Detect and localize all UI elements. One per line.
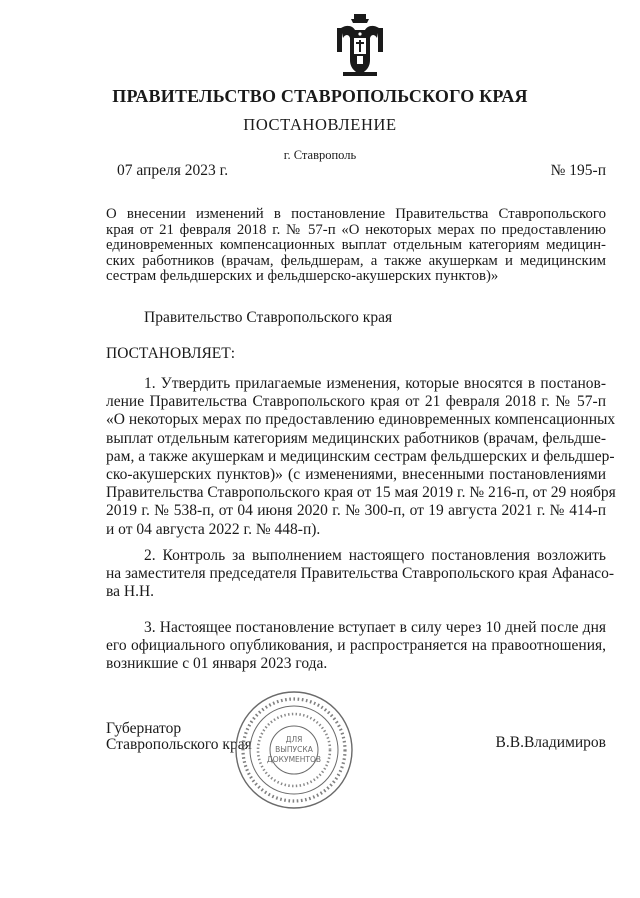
decree-word: ПОСТАНОВЛЯЕТ: [106, 345, 236, 362]
coat-of-arms-emblem [337, 14, 383, 78]
issuer-name: Правительство Ставропольского края [144, 309, 393, 326]
paragraph-line: выплат отдельным категориям медицинских работников (врачам, фельдше- [106, 429, 606, 447]
subject-line: ских работников (врачам, фельдшерам, а также акушеркам и медицинским [106, 252, 606, 269]
paragraph-line: 3. Настоящее постановление вступает в силу через 10 дней после дня [144, 619, 606, 636]
document-number: № 195-п [550, 162, 606, 179]
stamp-center-line: ДЛЯ [285, 735, 303, 744]
paragraph-1 [106, 375, 616, 539]
paragraph-line: Правительства Ставропольского края от 15 мая 2019 г. № 216-п, от 29 ноября [106, 484, 616, 502]
stamp-center-line: ДОКУМЕНТОВ [266, 755, 322, 764]
subject-line: сестрам фельдшерских и фельдшерско-акушерских пунктов)» [106, 268, 499, 284]
paragraph-line: ско-акушерских пунктов)» (с изменениями, внесенными постановлениями [106, 466, 606, 484]
paragraph-line: ва Н.Н. [106, 583, 155, 601]
signatory-name: В.В.Владимиров [495, 734, 606, 751]
paragraph-2 [106, 547, 615, 602]
document-date: 07 апреля 2023 г. [117, 162, 229, 179]
paragraph-line: 1. Утвердить прилагаемые изменения, которые вносятся в постанов- [144, 375, 606, 392]
paragraph-line: рам, а также акушеркам и медицинским сестрам фельдшерских и фельдшер- [106, 447, 615, 465]
paragraph-line: «О некоторых мерах по предоставлению единовременных компенсационных [106, 411, 616, 429]
paragraph-line: 2. Контроль за выполнением настоящего постановления возложить [144, 547, 606, 564]
subject-line: края от 21 февраля 2018 г. № 57-п «О некоторых мерах по предоставлению [106, 221, 606, 238]
document-subject [106, 207, 606, 285]
government-title: ПРАВИТЕЛЬСТВО СТАВРОПОЛЬСКОГО КРАЯ [112, 86, 528, 106]
stamp-center-line: ВЫПУСКА [275, 745, 313, 754]
official-stamp [232, 688, 356, 812]
document-kind: ПОСТАНОВЛЕНИЕ [243, 115, 397, 134]
paragraph-line: 2019 г. № 538-п, от 04 июня 2020 г. № 300-п, от 19 августа 2021 г. № 414-п [106, 502, 606, 520]
signatory-position [106, 721, 252, 752]
subject-line: единовременных компенсационных выплат отдельным категориям медицин- [106, 237, 606, 253]
paragraph-3 [106, 619, 606, 674]
signatory-position-line: Губернатор [106, 720, 182, 737]
subject-line: О внесении изменений в постановление Правительства Ставропольского [106, 206, 606, 222]
paragraph-line: и от 04 августа 2022 г. № 448-п). [106, 520, 321, 538]
issue-city: г. Ставрополь [283, 148, 357, 162]
paragraph-line: на заместителя председателя Правительства Ставропольского края Афанасо- [106, 565, 615, 583]
paragraph-line: его официального опубликования, и распространяется на правоотношения, [106, 637, 606, 655]
paragraph-line: возникшие с 01 января 2023 года. [106, 655, 328, 673]
paragraph-line: ление Правительства Ставропольского края от 21 февраля 2018 г. № 57-п [106, 393, 606, 411]
signatory-position-line: Ставропольского края [106, 735, 252, 753]
